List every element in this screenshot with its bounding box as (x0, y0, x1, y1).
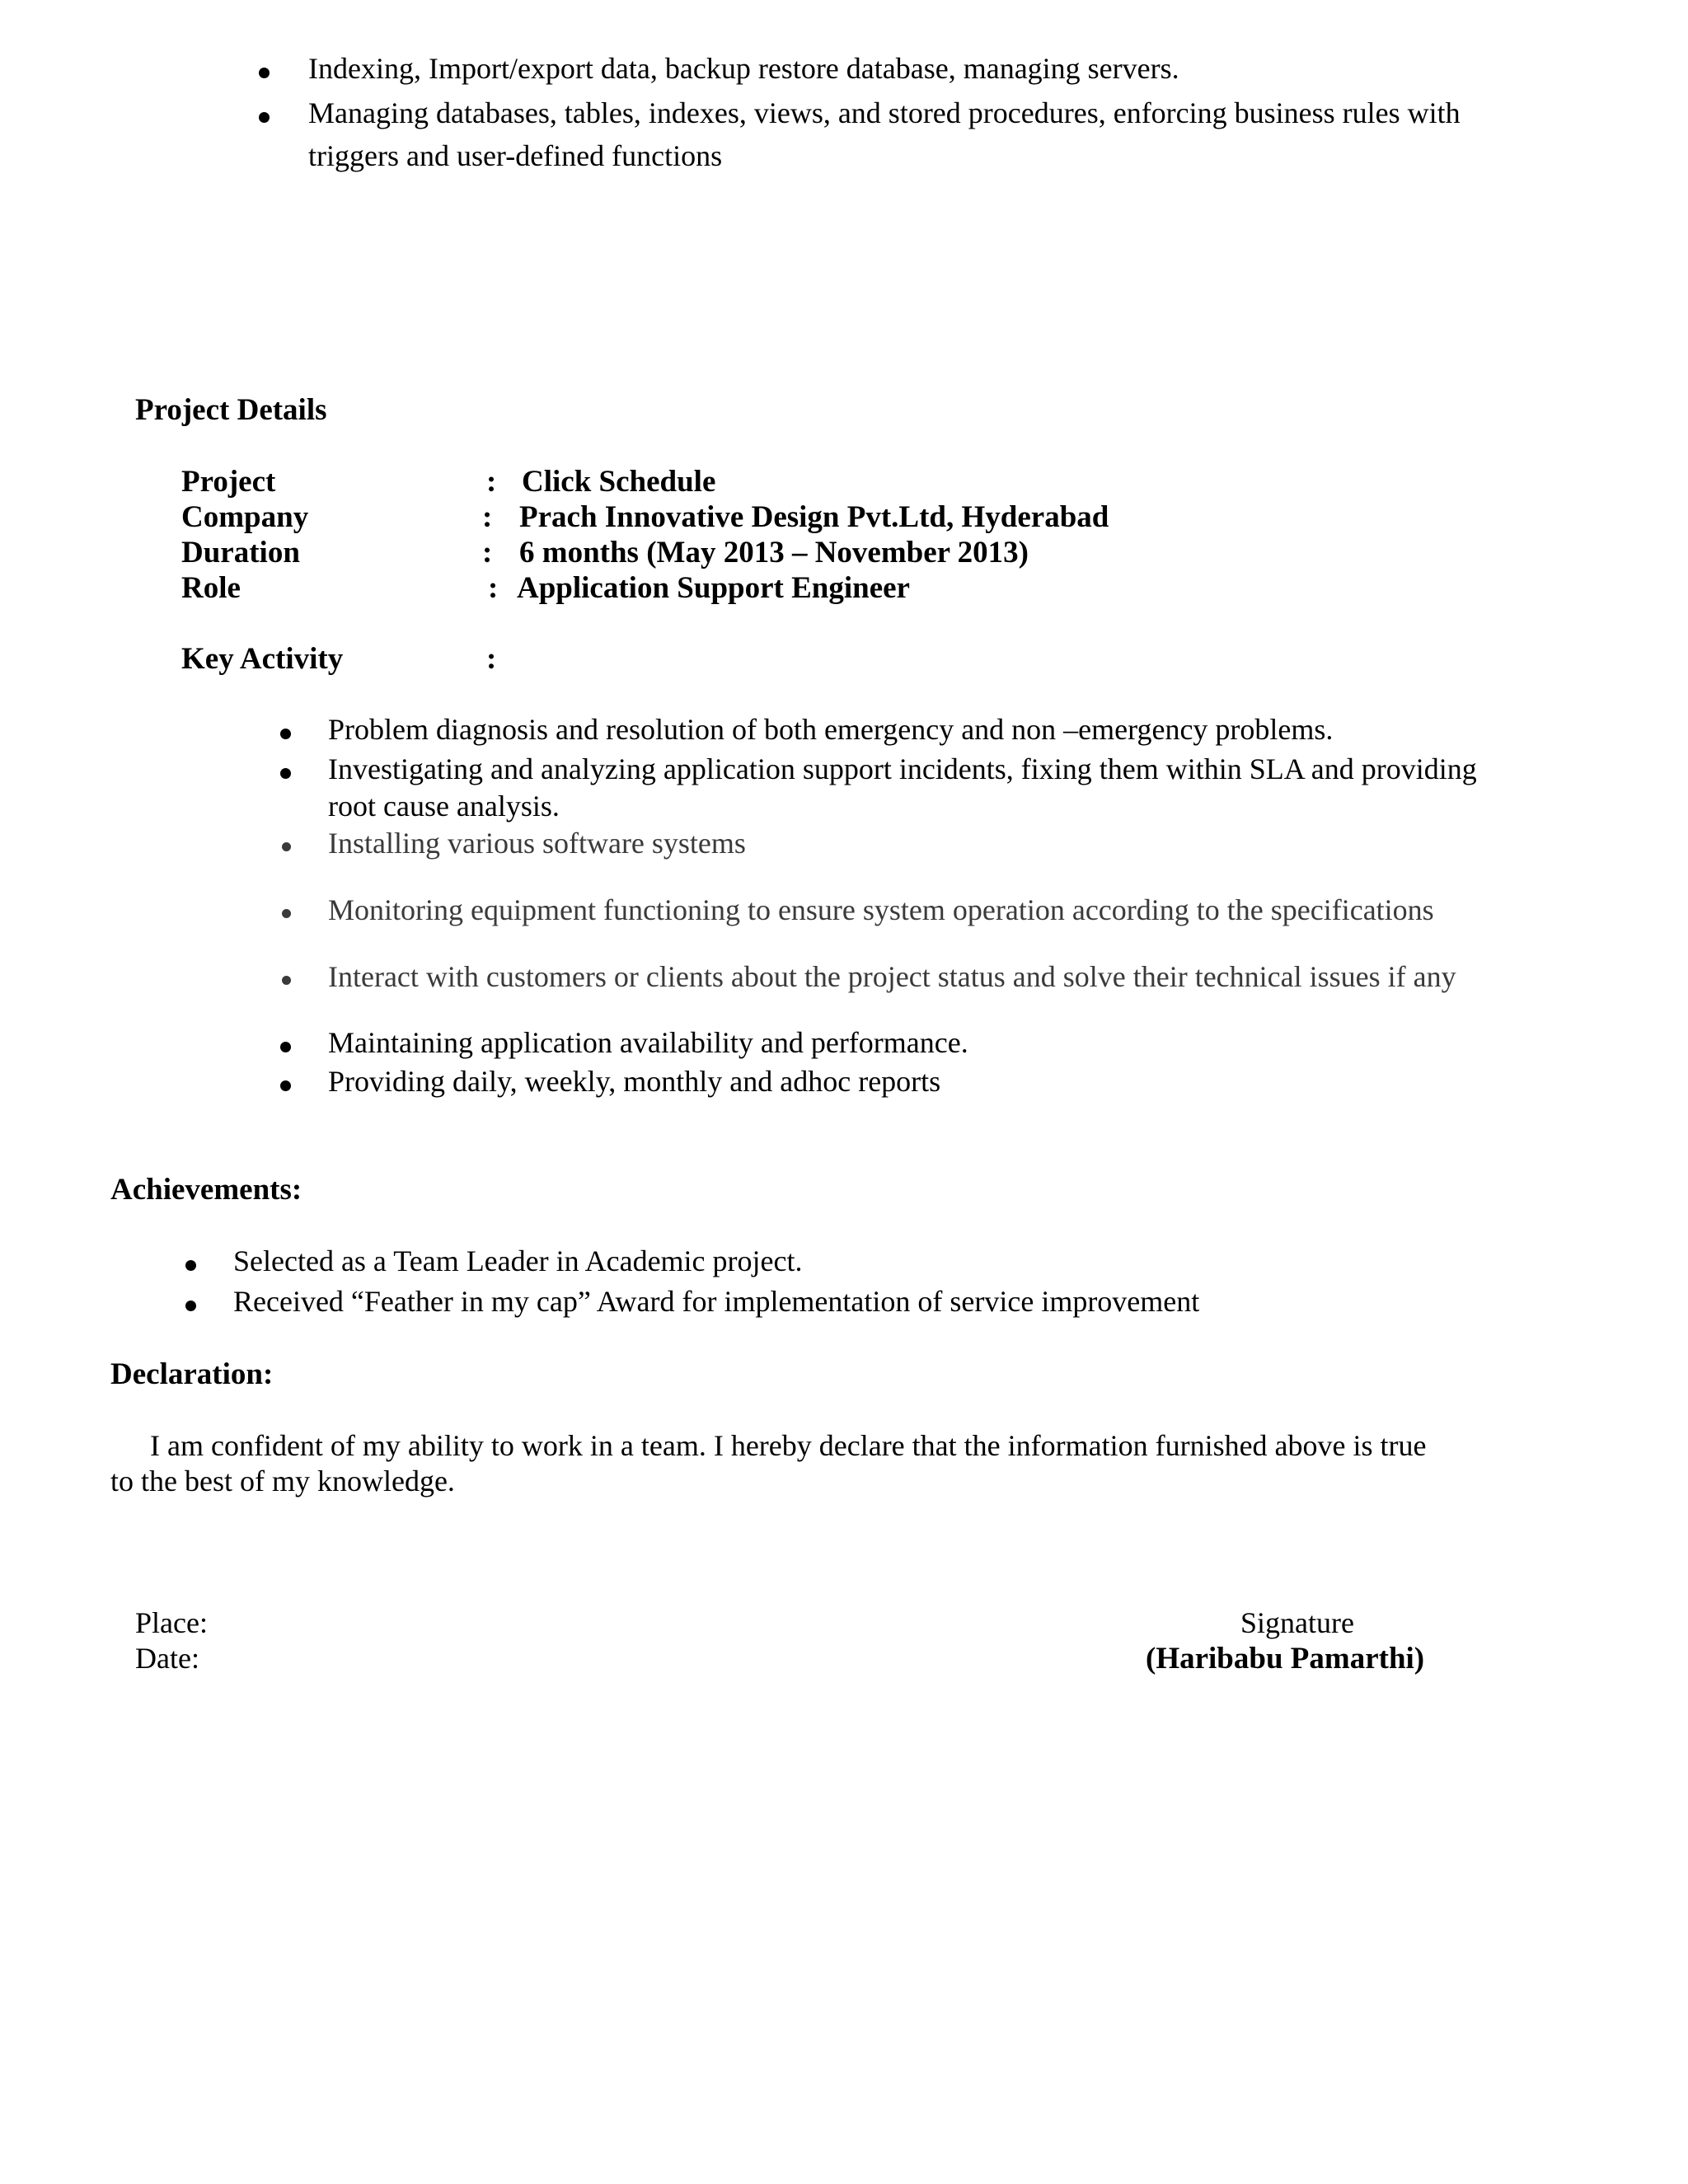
project-value: Click Schedule (522, 465, 716, 499)
bullet-icon (185, 1301, 196, 1311)
duration-value: 6 months (May 2013 – November 2013) (519, 536, 1029, 569)
bullet-icon (280, 768, 291, 779)
bullet-text: triggers and user-defined functions (308, 139, 723, 172)
project-label: Project (181, 465, 276, 499)
declaration-text-line-2: to the best of my knowledge. (110, 1465, 455, 1497)
bullet-icon (185, 1260, 196, 1271)
bullet-icon (259, 68, 270, 78)
bullet-text: Interact with customers or clients about the project status and solve their technical issues if any (328, 960, 1456, 993)
bullet-text: Indexing, Import/export data, backup restore database, managing servers. (308, 52, 1179, 85)
bullet-icon (280, 1042, 291, 1052)
bullet-text: Maintaining application availability and performance. (328, 1026, 968, 1059)
bullet-text: Problem diagnosis and resolution of both emergency and non –emergency problems. (328, 713, 1334, 746)
role-value: Application Support Engineer (517, 571, 910, 605)
date-label: Date: (135, 1642, 199, 1675)
bullet-icon (280, 729, 291, 739)
colon: : (482, 500, 493, 534)
bullet-text: Investigating and analyzing application support incidents, fixing them within SLA and providing (328, 752, 1477, 785)
colon: : (488, 571, 499, 605)
role-label: Role (181, 571, 241, 605)
bullet-icon (282, 909, 291, 918)
colon: : (486, 642, 497, 676)
bullet-text: Selected as a Team Leader in Academic project. (233, 1244, 803, 1277)
signatory-name: (Haribabu Pamarthi) (1146, 1642, 1425, 1675)
bullet-icon (282, 976, 291, 985)
declaration-text-line-1: I am confident of my ability to work in a team. I hereby declare that the information furnished above is true (150, 1429, 1427, 1462)
bullet-text: Providing daily, weekly, monthly and adhoc reports (328, 1065, 941, 1098)
signature-label: Signature (1240, 1606, 1354, 1639)
duration-label: Duration (181, 536, 300, 569)
company-value: Prach Innovative Design Pvt.Ltd, Hyderabad (519, 500, 1109, 534)
bullet-icon (280, 1080, 291, 1091)
key-activity-label: Key Activity (181, 642, 344, 676)
bullet-text: Installing various software systems (328, 827, 746, 860)
bullet-text: root cause analysis. (328, 790, 560, 823)
bullet-icon (259, 112, 270, 123)
bullet-text: Received “Feather in my cap” Award for implementation of service improvement (233, 1285, 1200, 1318)
place-label: Place: (135, 1606, 208, 1639)
declaration-heading: Declaration: (110, 1357, 274, 1391)
project-details-heading: Project Details (135, 393, 327, 427)
achievements-heading: Achievements: (110, 1173, 302, 1207)
colon: : (486, 465, 497, 499)
colon: : (482, 536, 493, 569)
company-label: Company (181, 500, 309, 534)
bullet-icon (282, 842, 291, 851)
bullet-text: Monitoring equipment functioning to ensure system operation according to the specifications (328, 893, 1434, 926)
bullet-text: Managing databases, tables, indexes, views, and stored procedures, enforcing business rules with (308, 96, 1461, 129)
